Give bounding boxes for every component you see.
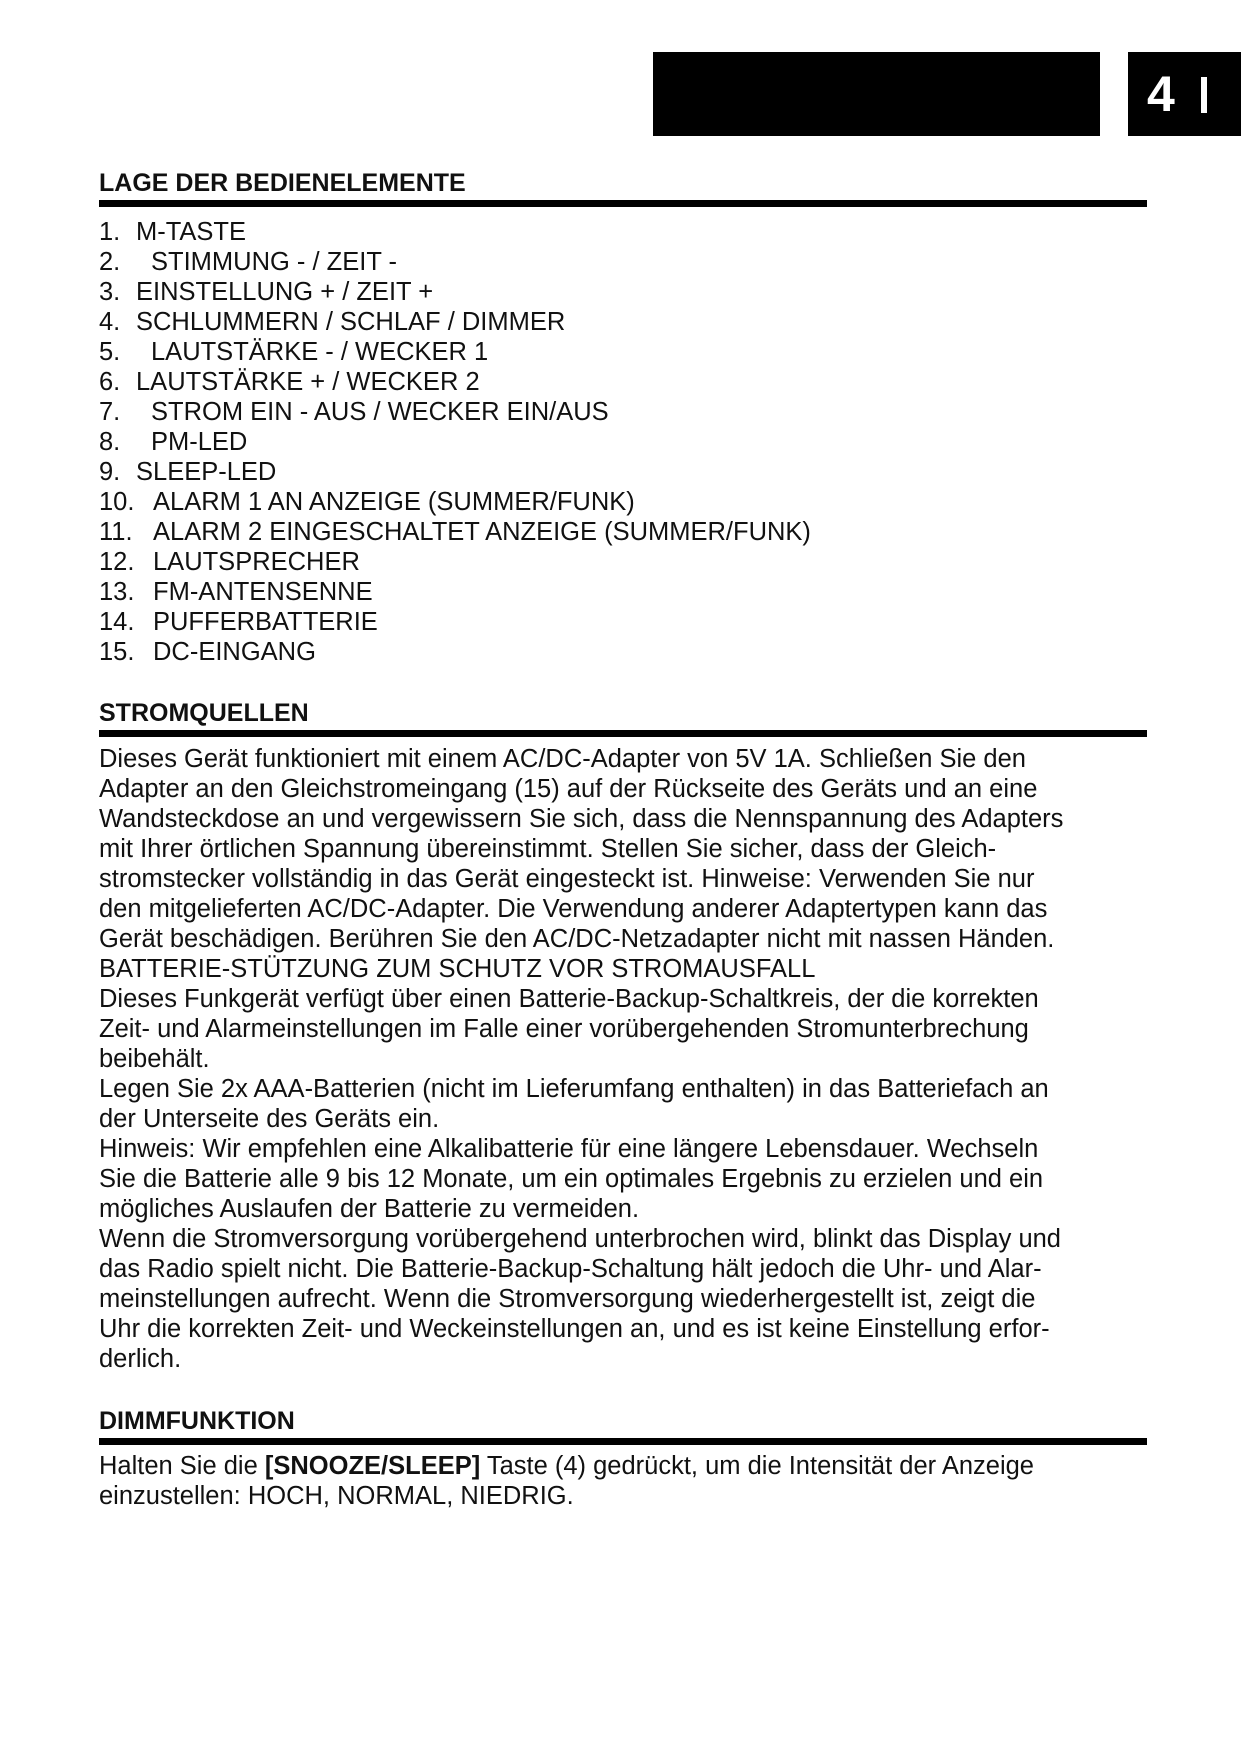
text-line: mögliches Auslaufen der Batterie zu vermeiden. bbox=[99, 1195, 640, 1223]
list-item: 5. LAUTSTÄRKE - / WECKER 1 bbox=[99, 338, 489, 366]
section-heading-dim: DIMMFUNKTION bbox=[99, 1406, 1147, 1445]
list-item: 8. PM-LED bbox=[99, 428, 248, 456]
dim-paragraph bbox=[99, 1451, 1151, 1511]
text-line: Wandsteckdose an und vergewissern Sie sich, dass die Nennspannung des Adapters bbox=[99, 805, 1064, 833]
controls-list bbox=[99, 217, 1139, 667]
text-line: Zeit- und Alarmeinstellungen im Falle einer vorübergehenden Stromunterbrechung bbox=[99, 1015, 1029, 1043]
list-item: 6. LAUTSTÄRKE + / WECKER 2 bbox=[99, 368, 480, 396]
text-line: das Radio spielt nicht. Die Batterie-Backup-Schaltung hält jedoch die Uhr- und Alar- bbox=[99, 1255, 1042, 1283]
text-line: Legen Sie 2x AAA-Batterien (nicht im Lieferumfang enthalten) in das Batteriefach an bbox=[99, 1075, 1049, 1103]
list-item: 11. ALARM 2 EINGESCHALTET ANZEIGE (SUMMER/FUNK) bbox=[99, 518, 811, 546]
power-paragraph bbox=[99, 744, 1151, 1374]
text-line: derlich. bbox=[99, 1345, 182, 1373]
text-line: Hinweis: Wir empfehlen eine Alkalibatterie für eine längere Lebensdauer. Wechseln bbox=[99, 1135, 1039, 1163]
list-item: 15. DC-EINGANG bbox=[99, 638, 316, 666]
list-item: 7. STROM EIN - AUS / WECKER EIN/AUS bbox=[99, 398, 609, 426]
snooze-sleep-key-label: [SNOOZE/SLEEP] bbox=[264, 1452, 481, 1480]
header-bar bbox=[653, 52, 1100, 136]
page-number-tab bbox=[1128, 52, 1241, 136]
text-line: Dieses Gerät funktioniert mit einem AC/DC-Adapter von 5V 1A. Schließen Sie den bbox=[99, 745, 1026, 773]
list-item: 13. FM-ANTENSENNE bbox=[99, 578, 373, 606]
text-line: Adapter an den Gleichstromeingang (15) auf der Rückseite des Geräts und an eine bbox=[99, 775, 1038, 803]
text-line: Halten Sie die [SNOOZE/SLEEP] Taste (4) gedrückt, um die Intensität der Anzeige bbox=[99, 1452, 1034, 1480]
page-tab-mark bbox=[1201, 77, 1207, 113]
section-heading-controls: LAGE DER BEDIENELEMENTE bbox=[99, 168, 1147, 207]
list-item: 12. LAUTSPRECHER bbox=[99, 548, 360, 576]
text-line: beibehält. bbox=[99, 1045, 210, 1073]
list-item: 14. PUFFERBATTERIE bbox=[99, 608, 378, 636]
text-line: einzustellen: HOCH, NORMAL, NIEDRIG. bbox=[99, 1482, 574, 1510]
text-line: stromstecker vollständig in das Gerät eingesteckt ist. Hinweise: Verwenden Sie nur bbox=[99, 865, 1035, 893]
list-item: 4. SCHLUMMERN / SCHLAF / DIMMER bbox=[99, 308, 566, 336]
list-item: 10. ALARM 1 AN ANZEIGE (SUMMER/FUNK) bbox=[99, 488, 635, 516]
text-line: meinstellungen aufrecht. Wenn die Stromversorgung wiederhergestellt ist, zeigt die bbox=[99, 1285, 1036, 1313]
list-item: 3. EINSTELLUNG + / ZEIT + bbox=[99, 278, 434, 306]
text-line: Uhr die korrekten Zeit- und Weckeinstellungen an, und es ist keine Einstellung erfor- bbox=[99, 1315, 1050, 1343]
list-item: 1. M-TASTE bbox=[99, 218, 247, 246]
page-number: 4 bbox=[1147, 66, 1175, 122]
text-line: der Unterseite des Geräts ein. bbox=[99, 1105, 440, 1133]
text-line: Gerät beschädigen. Berühren Sie den AC/DC-Netzadapter nicht mit nassen Händen. bbox=[99, 925, 1055, 953]
text-line: den mitgelieferten AC/DC-Adapter. Die Verwendung anderer Adaptertypen kann das bbox=[99, 895, 1048, 923]
text-line: Wenn die Stromversorgung vorübergehend unterbrochen wird, blinkt das Display und bbox=[99, 1225, 1061, 1253]
text-line: Sie die Batterie alle 9 bis 12 Monate, um ein optimales Ergebnis zu erzielen und ein bbox=[99, 1165, 1044, 1193]
text-line: mit Ihrer örtlichen Spannung übereinstimmt. Stellen Sie sicher, dass der Gleich- bbox=[99, 835, 997, 863]
section-heading-power: STROMQUELLEN bbox=[99, 698, 1147, 737]
list-item: 2. STIMMUNG - / ZEIT - bbox=[99, 248, 398, 276]
text-line: BATTERIE-STÜTZUNG ZUM SCHUTZ VOR STROMAUSFALL bbox=[99, 955, 816, 983]
list-item: 9. SLEEP-LED bbox=[99, 458, 277, 486]
text-line: Dieses Funkgerät verfügt über einen Batterie-Backup-Schaltkreis, der die korrekten bbox=[99, 985, 1039, 1013]
